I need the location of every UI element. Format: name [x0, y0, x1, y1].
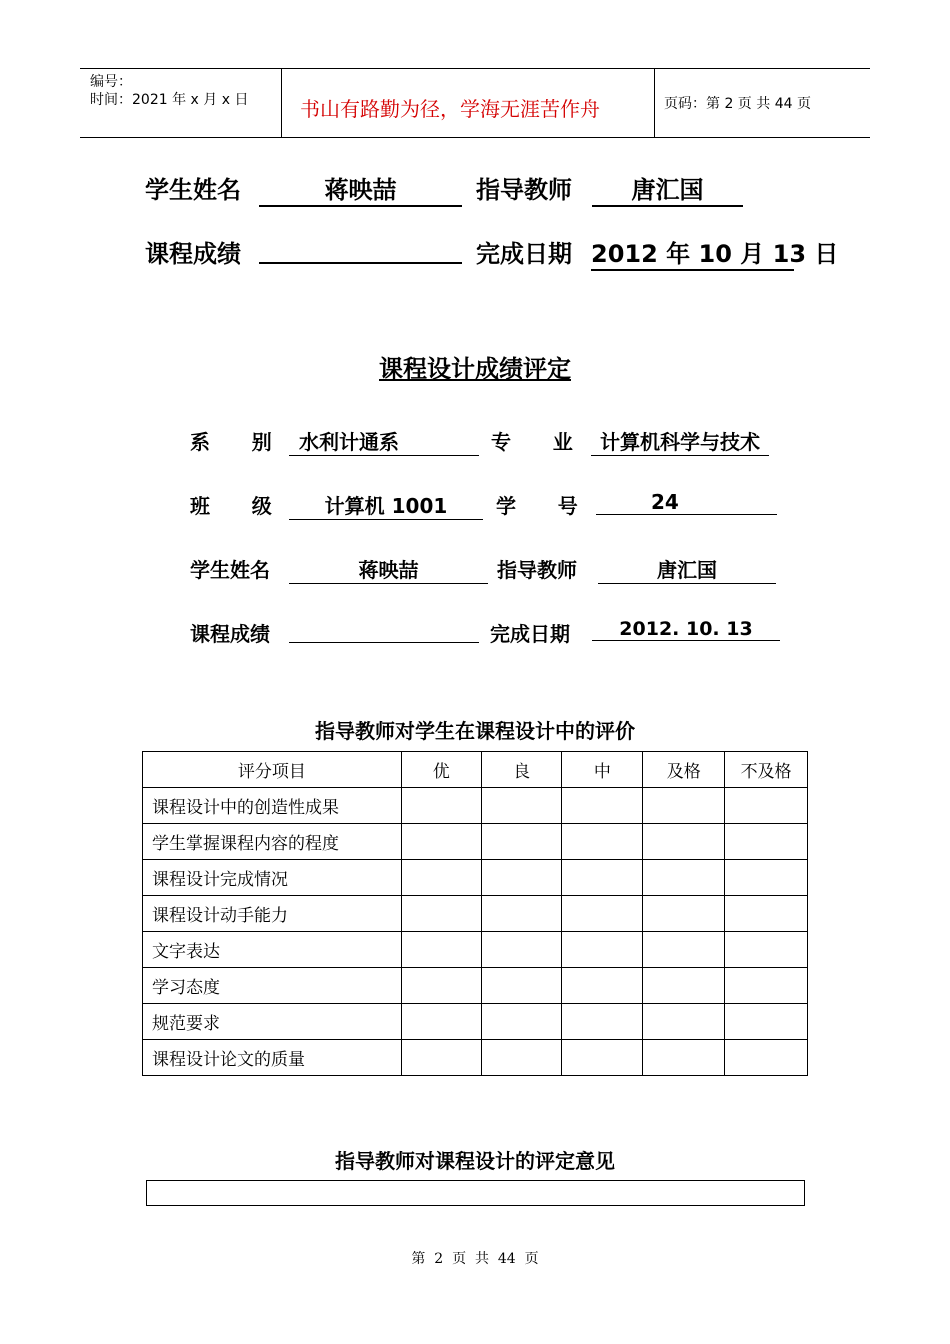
table-row [143, 824, 808, 860]
column-header: 及格 [643, 752, 725, 788]
major-value: 计算机科学与技术 [591, 426, 769, 456]
id-label: 学 号 [496, 494, 578, 518]
grade-label: 课程成绩 [145, 240, 241, 268]
student-name-label: 学生姓名 [145, 176, 241, 204]
rating-cell[interactable] [562, 1040, 643, 1076]
rating-cell[interactable] [401, 896, 481, 932]
page-footer: 第 2 页 共 44 页 [411, 1251, 539, 1267]
rating-cell[interactable] [401, 788, 481, 824]
rating-cell[interactable] [725, 968, 808, 1004]
assessment-date-label: 完成日期 [490, 622, 570, 646]
rating-cell[interactable] [481, 968, 562, 1004]
id-value: 24 [596, 490, 777, 515]
table-row [143, 860, 808, 896]
column-header: 中 [562, 752, 643, 788]
evaluation-title: 指导教师对学生在课程设计中的评价 [315, 719, 635, 743]
rating-cell[interactable] [643, 1040, 725, 1076]
rating-cell[interactable] [481, 824, 562, 860]
evaluation-table [142, 751, 808, 1076]
date-value: 2012 年 10 月 13 日 [591, 234, 794, 271]
rating-cell[interactable] [562, 788, 643, 824]
rating-cell[interactable] [725, 1004, 808, 1040]
dept-label: 系 别 [190, 430, 272, 454]
rating-cell[interactable] [481, 932, 562, 968]
evaluation-item: 课程设计完成情况 [143, 860, 402, 896]
assessment-grade-value [289, 618, 479, 643]
rating-cell[interactable] [481, 896, 562, 932]
table-row [143, 788, 808, 824]
rating-cell[interactable] [562, 824, 643, 860]
page-header [80, 68, 870, 138]
column-header: 良 [481, 752, 562, 788]
number-label: 编号： [90, 74, 132, 90]
rating-cell[interactable] [562, 932, 643, 968]
rating-cell[interactable] [401, 932, 481, 968]
page-info: 页码：第 2 页 共 44 页 [664, 96, 811, 112]
evaluation-item: 规范要求 [143, 1004, 402, 1040]
rating-cell[interactable] [562, 968, 643, 1004]
rating-cell[interactable] [725, 860, 808, 896]
rating-cell[interactable] [401, 824, 481, 860]
grade-value [259, 234, 462, 264]
rating-cell[interactable] [401, 1004, 481, 1040]
rating-cell[interactable] [401, 968, 481, 1004]
table-row [143, 968, 808, 1004]
rating-cell[interactable] [725, 932, 808, 968]
rating-cell[interactable] [562, 860, 643, 896]
rating-cell[interactable] [562, 1004, 643, 1040]
assessment-student-name-label: 学生姓名 [190, 558, 270, 582]
rating-cell[interactable] [643, 788, 725, 824]
column-header: 不及格 [725, 752, 808, 788]
class-value: 计算机 1001 [289, 490, 483, 520]
header-divider [654, 69, 655, 137]
motto-text: 书山有路勤为径，学海无涯苦作舟 [300, 97, 600, 121]
assessment-advisor-label: 指导教师 [497, 558, 577, 582]
evaluation-item: 课程设计论文的质量 [143, 1040, 402, 1076]
evaluation-item: 学习态度 [143, 968, 402, 1004]
table-header-row [143, 752, 808, 788]
rating-cell[interactable] [562, 896, 643, 932]
evaluation-item: 学生掌握课程内容的程度 [143, 824, 402, 860]
major-label: 专 业 [491, 430, 573, 454]
rating-cell[interactable] [481, 860, 562, 896]
rating-cell[interactable] [643, 932, 725, 968]
evaluation-item: 课程设计中的创造性成果 [143, 788, 402, 824]
rating-cell[interactable] [725, 1040, 808, 1076]
advisor-value: 唐汇国 [592, 170, 743, 207]
advisor-label: 指导教师 [476, 176, 572, 204]
rating-cell[interactable] [643, 896, 725, 932]
rating-cell[interactable] [481, 1004, 562, 1040]
table-row [143, 1004, 808, 1040]
rating-cell[interactable] [401, 1040, 481, 1076]
rating-cell[interactable] [643, 824, 725, 860]
assessment-title: 课程设计成绩评定 [379, 355, 571, 383]
assessment-date-value: 2012. 10. 13 [592, 618, 780, 641]
opinion-box[interactable] [146, 1180, 805, 1206]
rating-cell[interactable] [481, 788, 562, 824]
assessment-student-name-value: 蒋映喆 [289, 554, 488, 584]
assessment-advisor-value: 唐汇国 [598, 554, 776, 584]
rating-cell[interactable] [643, 1004, 725, 1040]
column-header: 评分项目 [143, 752, 402, 788]
time-label: 时间：2021 年 x 月 x 日 [90, 92, 249, 108]
class-label: 班 级 [190, 494, 272, 518]
student-name-value: 蒋映喆 [259, 170, 462, 207]
opinion-title: 指导教师对课程设计的评定意见 [335, 1149, 615, 1173]
table-row [143, 1040, 808, 1076]
date-label: 完成日期 [476, 240, 572, 268]
dept-value: 水利计通系 [289, 426, 479, 456]
table-row [143, 932, 808, 968]
column-header: 优 [401, 752, 481, 788]
rating-cell[interactable] [401, 860, 481, 896]
header-divider [281, 69, 282, 137]
rating-cell[interactable] [481, 1040, 562, 1076]
evaluation-item: 文字表达 [143, 932, 402, 968]
evaluation-item: 课程设计动手能力 [143, 896, 402, 932]
rating-cell[interactable] [725, 824, 808, 860]
rating-cell[interactable] [725, 788, 808, 824]
rating-cell[interactable] [643, 860, 725, 896]
assessment-grade-label: 课程成绩 [190, 622, 270, 646]
rating-cell[interactable] [725, 896, 808, 932]
table-row [143, 896, 808, 932]
rating-cell[interactable] [643, 968, 725, 1004]
